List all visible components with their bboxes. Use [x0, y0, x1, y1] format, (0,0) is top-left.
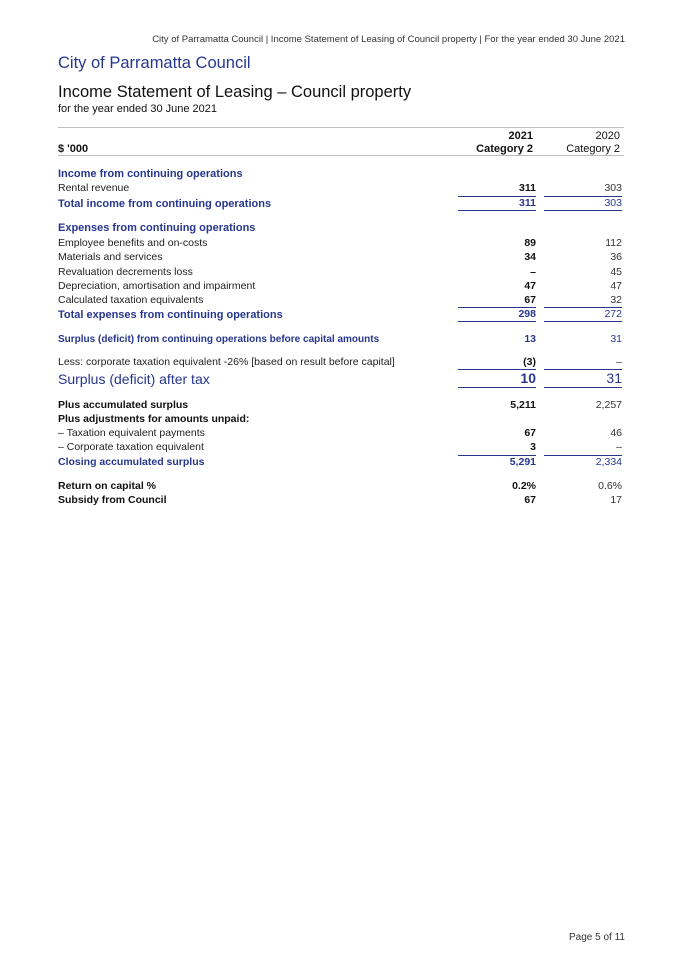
- total-income-row: [58, 195, 624, 211]
- value-2020: 17: [610, 494, 622, 506]
- value-2021: 311: [519, 182, 536, 194]
- value-2020: 303: [604, 182, 622, 194]
- value-2020: 2,334: [544, 455, 622, 469]
- page-number: Page 5 of 11: [569, 932, 625, 943]
- statement-subtitle: for the year ended 30 June 2021: [58, 103, 218, 115]
- surplus-after-tax-row: [58, 368, 624, 388]
- total-expenses-row: [58, 306, 624, 322]
- statement-title: Income Statement of Leasing – Council property: [58, 83, 412, 101]
- row-label: Employee benefits and on-costs: [58, 237, 208, 249]
- value-2021: 0.2%: [512, 480, 536, 492]
- value-2020: –: [616, 356, 622, 368]
- row-label: Rental revenue: [58, 182, 130, 194]
- row-label: Depreciation, amortisation and impairment: [58, 280, 256, 292]
- table-row: [58, 438, 624, 454]
- column-year-2020: 2020: [595, 130, 620, 142]
- column-year-2021: 2021: [508, 130, 533, 142]
- section-heading: Expenses from continuing operations: [58, 222, 256, 234]
- expenses-heading-row: [58, 219, 624, 235]
- row-label: – Corporate taxation equivalent: [58, 441, 204, 453]
- value-2020: 31: [610, 333, 622, 345]
- value-2020: 36: [610, 251, 622, 263]
- column-category-2021: Category 2: [476, 143, 533, 155]
- subsidy-row: [58, 491, 624, 507]
- row-label: Closing accumulated surplus: [58, 456, 205, 468]
- value-2021: 5,291: [458, 455, 536, 469]
- row-label: Total expenses from continuing operations: [58, 309, 283, 321]
- unit-label: $ '000: [58, 143, 89, 155]
- row-label: Surplus (deficit) after tax: [58, 371, 210, 387]
- value-2020: 0.6%: [598, 480, 622, 492]
- value-2020: 2,257: [595, 399, 622, 411]
- value-2021: 47: [524, 280, 536, 292]
- value-2021: 298: [458, 307, 536, 322]
- value-2020: 112: [605, 237, 622, 249]
- value-2021: –: [530, 266, 536, 278]
- value-2021: 3: [530, 441, 536, 453]
- value-2020: –: [616, 441, 622, 453]
- row-label: Revaluation decrements loss: [58, 266, 193, 278]
- running-header: City of Parramatta Council | Income Statement of Leasing of Council property | For the year ended 30 June 2021: [152, 34, 625, 45]
- table-row: [58, 291, 624, 307]
- row-label: Return on capital %: [58, 480, 157, 492]
- row-label: Plus adjustments for amounts unpaid:: [58, 413, 250, 425]
- value-2020: 31: [544, 369, 622, 388]
- value-2021: (3): [523, 356, 536, 368]
- value-2021: 67: [524, 494, 536, 506]
- row-label: Calculated taxation equivalents: [58, 294, 204, 306]
- row-label: Subsidy from Council: [58, 494, 167, 506]
- value-2020: 47: [610, 280, 622, 292]
- table-row: [58, 179, 624, 195]
- corporate-tax-row: [58, 353, 624, 369]
- value-2021: 89: [524, 237, 536, 249]
- closing-surplus-row: [58, 453, 624, 469]
- row-label: Total income from continuing operations: [58, 198, 272, 210]
- value-2020: 45: [610, 266, 622, 278]
- row-label: Surplus (deficit) from continuing operations before capital amounts: [58, 334, 380, 345]
- header-bottom-rule: [58, 155, 624, 156]
- value-2021: 5,211: [510, 399, 536, 411]
- value-2020: 46: [610, 427, 622, 439]
- value-2021: 311: [458, 196, 536, 211]
- table-row: [58, 248, 624, 264]
- value-2021: 10: [458, 369, 536, 388]
- row-label: Plus accumulated surplus: [58, 399, 189, 411]
- value-2020: 32: [610, 294, 622, 306]
- row-label: Less: corporate taxation equivalent -26% [based on result before capital]: [58, 356, 395, 368]
- value-2021: 13: [524, 333, 536, 345]
- council-name: City of Parramatta Council: [58, 54, 251, 72]
- value-2021: 67: [524, 294, 536, 306]
- value-2020: 303: [544, 196, 622, 211]
- value-2021: 67: [524, 427, 536, 439]
- value-2021: 34: [524, 251, 536, 263]
- header-top-rule: [58, 127, 624, 128]
- row-label: – Taxation equivalent payments: [58, 427, 205, 439]
- row-label: Materials and services: [58, 251, 163, 263]
- value-2020: 272: [544, 307, 622, 322]
- surplus-before-capital-row: [58, 330, 624, 346]
- column-category-2020: Category 2: [566, 143, 620, 155]
- section-heading: Income from continuing operations: [58, 168, 243, 180]
